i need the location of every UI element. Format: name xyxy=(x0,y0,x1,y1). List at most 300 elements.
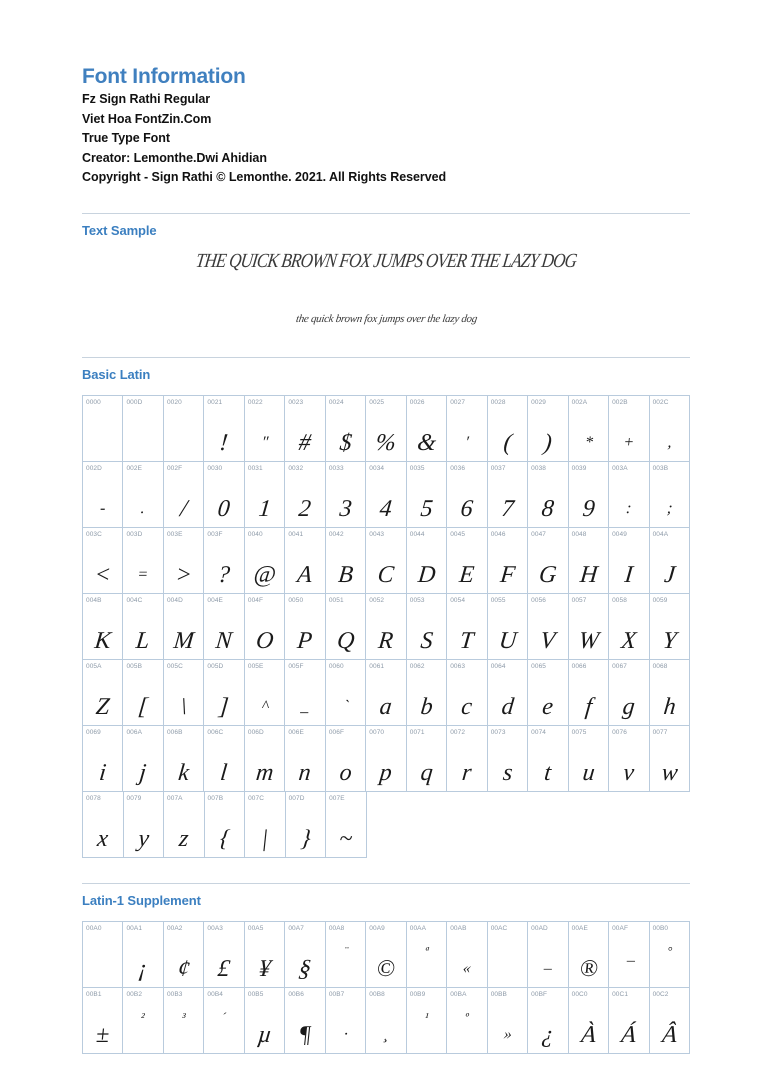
glyph-character: ¿ xyxy=(540,1021,556,1048)
glyph-codepoint-label: 004E xyxy=(207,596,223,604)
text-sample-uppercase: THE QUICK BROWN FOX JUMPS OVER THE LAZY DOG xyxy=(194,248,578,272)
glyph-cell-0042[interactable] xyxy=(326,528,366,594)
glyph-cell-005B[interactable] xyxy=(123,660,163,726)
glyph-codepoint-label: 0032 xyxy=(288,464,304,472)
glyph-cell-004C[interactable] xyxy=(123,594,163,660)
glyph-cell-0030[interactable] xyxy=(204,462,244,528)
glyph-codepoint-label: 005A xyxy=(86,662,102,670)
glyph-cell-00B3[interactable] xyxy=(164,988,204,1054)
glyph-cell-0052[interactable] xyxy=(366,594,406,660)
glyph-cell-0061[interactable] xyxy=(366,660,406,726)
glyph-cell-00C2[interactable] xyxy=(650,988,690,1054)
glyph-cell-006F[interactable] xyxy=(326,726,366,792)
glyph-character: µ xyxy=(256,1021,273,1048)
glyph-codepoint-label: 005C xyxy=(166,662,183,670)
glyph-character: u xyxy=(580,759,596,786)
glyph-codepoint-label: 0044 xyxy=(409,530,425,538)
glyph-codepoint-label: 002A xyxy=(571,398,588,406)
text-sample-lowercase-wrap xyxy=(82,309,690,327)
glyph-character: º xyxy=(464,1009,470,1024)
glyph-character: © xyxy=(375,955,397,982)
glyph-character: w xyxy=(659,759,679,786)
glyph-codepoint-label: 0051 xyxy=(328,596,344,604)
glyph-codepoint-label: 0054 xyxy=(450,596,466,604)
glyph-codepoint-label: 0059 xyxy=(652,596,668,604)
glyph-cell-003E[interactable] xyxy=(164,528,204,594)
glyph-cell-006C[interactable] xyxy=(204,726,244,792)
glyph-cell-0078[interactable] xyxy=(83,792,124,858)
glyph-cell-0053[interactable] xyxy=(407,594,447,660)
glyph-character: / xyxy=(178,495,189,522)
glyph-cell-00AA[interactable] xyxy=(407,922,447,988)
glyph-cell-00A5[interactable] xyxy=(245,922,285,988)
glyph-character: 6 xyxy=(459,495,475,522)
glyph-cell-00AD[interactable] xyxy=(528,922,568,988)
glyph-cell-0062[interactable] xyxy=(407,660,447,726)
glyph-codepoint-label: 0025 xyxy=(369,398,385,406)
glyph-cell-004E[interactable] xyxy=(204,594,244,660)
glyph-character: d xyxy=(500,693,515,720)
glyph-character: V xyxy=(539,627,557,654)
glyph-character: 4 xyxy=(378,495,394,522)
glyph-cell-0021[interactable] xyxy=(204,396,244,462)
glyph-cell-005F[interactable] xyxy=(285,660,325,726)
glyph-character: f xyxy=(583,693,594,720)
glyph-codepoint-label: 0077 xyxy=(652,728,668,736)
glyph-codepoint-label: 00AD xyxy=(531,924,548,932)
glyph-cell-004B[interactable] xyxy=(83,594,123,660)
font-source-line: Viet Hoa FontZin.Com xyxy=(82,111,212,126)
glyph-cell-0066[interactable] xyxy=(569,660,609,726)
glyph-character: + xyxy=(622,433,636,451)
glyph-cell-00B8[interactable] xyxy=(366,988,406,1054)
glyph-cell-004A[interactable] xyxy=(650,528,690,594)
glyph-character: W xyxy=(576,627,600,654)
glyph-cell-0069[interactable] xyxy=(83,726,123,792)
glyph-codepoint-label: 00C2 xyxy=(652,990,669,998)
glyph-character: O xyxy=(254,627,275,654)
text-sample-uppercase-wrap xyxy=(82,248,690,272)
glyph-cell-003C[interactable] xyxy=(83,528,123,594)
glyph-cell-0044[interactable] xyxy=(407,528,447,594)
glyph-character: N xyxy=(214,627,234,654)
font-creator-line: Creator: Lemonthe.Dwi Ahidian xyxy=(82,150,267,165)
glyph-character: ~ xyxy=(337,825,354,852)
glyph-cell-0064[interactable] xyxy=(488,660,528,726)
glyph-cell-00AF[interactable] xyxy=(609,922,649,988)
glyph-cell-007A[interactable] xyxy=(164,792,205,858)
glyph-grid-basic-latin xyxy=(82,395,690,858)
glyph-cell-0077[interactable] xyxy=(650,726,690,792)
glyph-character: A xyxy=(296,561,314,588)
glyph-codepoint-label: 0031 xyxy=(247,464,263,472)
glyph-cell-0049[interactable] xyxy=(609,528,649,594)
glyph-codepoint-label: 0039 xyxy=(571,464,587,472)
glyph-cell-0031[interactable] xyxy=(245,462,285,528)
glyph-character: ^ xyxy=(260,697,269,715)
glyph-character: x xyxy=(96,825,110,852)
glyph-cell-005A[interactable] xyxy=(83,660,123,726)
glyph-character: k xyxy=(176,759,191,786)
glyph-cell-007E[interactable] xyxy=(326,792,367,858)
glyph-cell-0056[interactable] xyxy=(528,594,568,660)
glyph-character: ] xyxy=(218,693,231,720)
glyph-character: ² xyxy=(140,1009,146,1024)
glyph-cell-0067[interactable] xyxy=(609,660,649,726)
glyph-codepoint-label: 00BA xyxy=(450,990,467,998)
glyph-codepoint-label: 0045 xyxy=(450,530,466,538)
glyph-row xyxy=(83,988,690,1054)
glyph-cell-0070[interactable] xyxy=(366,726,406,792)
glyph-cell-0059[interactable] xyxy=(650,594,690,660)
glyph-codepoint-label: 0022 xyxy=(247,398,263,406)
glyph-character: e xyxy=(541,693,555,720)
glyph-codepoint-label: 0042 xyxy=(328,530,344,538)
glyph-character: ª xyxy=(424,943,429,958)
glyph-cell-0046[interactable] xyxy=(488,528,528,594)
glyph-codepoint-label: 006C xyxy=(207,728,224,736)
glyph-character: 3 xyxy=(338,495,353,522)
glyph-character: h xyxy=(661,693,677,720)
glyph-character: > xyxy=(174,561,194,588)
glyph-cell-0024[interactable] xyxy=(326,396,366,462)
glyph-codepoint-label: 0038 xyxy=(531,464,547,472)
glyph-cell-00BB[interactable] xyxy=(488,988,528,1054)
glyph-cell-003B[interactable] xyxy=(650,462,690,528)
glyph-codepoint-label: 0078 xyxy=(86,794,101,802)
glyph-codepoint-label: 004D xyxy=(166,596,183,604)
glyph-cell-0020[interactable] xyxy=(164,396,204,462)
glyph-character: U xyxy=(497,627,518,654)
glyph-codepoint-label: 0048 xyxy=(571,530,587,538)
glyph-cell-0043[interactable] xyxy=(366,528,406,594)
glyph-codepoint-label: 0021 xyxy=(207,398,223,406)
glyph-codepoint-label: 006D xyxy=(247,728,264,736)
section-heading-latin1-supplement: Latin-1 Supplement xyxy=(82,892,201,908)
glyph-character: R xyxy=(377,627,395,654)
glyph-cell-0050[interactable] xyxy=(285,594,325,660)
glyph-character: = xyxy=(136,565,150,583)
font-type-line: True Type Font xyxy=(82,131,170,145)
glyph-cell-0079[interactable] xyxy=(124,792,165,858)
glyph-cell-0058[interactable] xyxy=(609,594,649,660)
glyph-cell-0047[interactable] xyxy=(528,528,568,594)
glyph-cell-00C0[interactable] xyxy=(569,988,609,1054)
glyph-codepoint-label: 006F xyxy=(328,728,345,736)
glyph-cell-00BA[interactable] xyxy=(447,988,487,1054)
glyph-codepoint-label: 0067 xyxy=(612,662,627,670)
glyph-character: y xyxy=(136,825,150,852)
glyph-cell-00C1[interactable] xyxy=(609,988,649,1054)
glyph-character: G xyxy=(537,561,558,588)
glyph-cell-0028[interactable] xyxy=(488,396,528,462)
glyph-codepoint-label: 00B1 xyxy=(86,990,102,998)
glyph-codepoint-label: 003C xyxy=(86,530,102,538)
glyph-cell-00AE[interactable] xyxy=(569,922,609,988)
glyph-codepoint-label: 0073 xyxy=(490,728,506,736)
glyph-codepoint-label: 0070 xyxy=(369,728,385,736)
glyph-character: 5 xyxy=(419,495,434,522)
glyph-character: ! xyxy=(218,429,230,456)
glyph-cell-0071[interactable] xyxy=(407,726,447,792)
glyph-codepoint-label: 0036 xyxy=(450,464,466,472)
glyph-cell-0033[interactable] xyxy=(326,462,366,528)
glyph-cell-0063[interactable] xyxy=(447,660,487,726)
glyph-cell-00A9[interactable] xyxy=(366,922,406,988)
glyph-codepoint-label: 0071 xyxy=(409,728,425,736)
glyph-codepoint-label: 0027 xyxy=(450,398,466,406)
glyph-cell-003D[interactable] xyxy=(123,528,163,594)
glyph-character: } xyxy=(299,825,312,852)
glyph-cell-00A7[interactable] xyxy=(285,922,325,988)
glyph-cell-0068[interactable] xyxy=(650,660,690,726)
font-copyright-line: Copyright - Sign Rathi © Lemonthe. 2021. All Rights Reserved xyxy=(82,170,447,184)
glyph-cell-0038[interactable] xyxy=(528,462,568,528)
glyph-cell-0057[interactable] xyxy=(569,594,609,660)
glyph-codepoint-label: 00AB xyxy=(450,924,467,932)
glyph-codepoint-label: 00B0 xyxy=(652,924,669,932)
glyph-codepoint-label: 00B3 xyxy=(166,990,183,998)
glyph-cell-004D[interactable] xyxy=(164,594,204,660)
glyph-character: B xyxy=(336,561,355,588)
glyph-cell-000D[interactable] xyxy=(123,396,163,462)
glyph-cell-0073[interactable] xyxy=(488,726,528,792)
glyph-codepoint-label: 003A xyxy=(612,464,628,472)
glyph-codepoint-label: 00A9 xyxy=(369,924,385,932)
page-title: Font Information xyxy=(82,65,246,88)
glyph-cell-0032[interactable] xyxy=(285,462,325,528)
document-content xyxy=(82,0,690,1054)
glyph-codepoint-label: 0055 xyxy=(490,596,506,604)
glyph-codepoint-label: 0076 xyxy=(612,728,627,736)
glyph-cell-002F[interactable] xyxy=(164,462,204,528)
glyph-cell-005C[interactable] xyxy=(164,660,204,726)
glyph-character: " xyxy=(260,433,269,451)
glyph-character: T xyxy=(458,627,475,654)
glyph-cell-003F[interactable] xyxy=(204,528,244,594)
glyph-cell-0039[interactable] xyxy=(569,462,609,528)
glyph-character: Y xyxy=(661,627,678,654)
glyph-character: Z xyxy=(94,693,111,720)
glyph-cell-00AB[interactable] xyxy=(447,922,487,988)
glyph-cell-0048[interactable] xyxy=(569,528,609,594)
glyph-codepoint-label: 0030 xyxy=(207,464,223,472)
glyph-character: t xyxy=(543,759,553,786)
glyph-character: @ xyxy=(252,561,278,588)
glyph-character: £ xyxy=(216,955,232,982)
glyph-codepoint-label: 004C xyxy=(126,596,143,604)
glyph-cell-00B0[interactable] xyxy=(650,922,690,988)
glyph-cell-0025[interactable] xyxy=(366,396,406,462)
glyph-cell-0034[interactable] xyxy=(366,462,406,528)
glyph-character: · xyxy=(342,1025,349,1043)
text-sample-lowercase: the quick brown fox jumps over the lazy dog xyxy=(294,312,478,325)
glyph-cell-0000[interactable] xyxy=(83,396,123,462)
glyph-character: i xyxy=(98,759,108,786)
glyph-cell-005D[interactable] xyxy=(204,660,244,726)
glyph-cell-0074[interactable] xyxy=(528,726,568,792)
glyph-codepoint-label: 00AF xyxy=(612,924,629,932)
glyph-cell-00B5[interactable] xyxy=(245,988,285,1054)
glyph-character: l xyxy=(219,759,229,786)
glyph-character: [ xyxy=(137,693,150,720)
glyph-character: ¸ xyxy=(382,1025,390,1043)
glyph-codepoint-label: 00AA xyxy=(409,924,427,932)
glyph-cell-007C[interactable] xyxy=(245,792,286,858)
glyph-character: : xyxy=(625,499,633,517)
glyph-cell-003A[interactable] xyxy=(609,462,649,528)
glyph-cell-002C[interactable] xyxy=(650,396,690,462)
glyph-cell-007B[interactable] xyxy=(205,792,246,858)
glyph-cell-0029[interactable] xyxy=(528,396,568,462)
glyph-codepoint-label: 00B8 xyxy=(369,990,385,998)
glyph-cell-0026[interactable] xyxy=(407,396,447,462)
glyph-cell-00B6[interactable] xyxy=(285,988,325,1054)
glyph-cell-00B1[interactable] xyxy=(83,988,123,1054)
glyph-codepoint-label: 00AC xyxy=(490,924,508,932)
glyph-codepoint-label: 00A0 xyxy=(86,924,102,932)
glyph-character: 9 xyxy=(580,495,596,522)
glyph-character: 2 xyxy=(297,495,313,522)
glyph-character: – xyxy=(543,959,553,977)
glyph-cell-0075[interactable] xyxy=(569,726,609,792)
glyph-row xyxy=(83,922,690,988)
glyph-cell-0040[interactable] xyxy=(245,528,285,594)
glyph-cell-0035[interactable] xyxy=(407,462,447,528)
glyph-codepoint-label: 0057 xyxy=(571,596,587,604)
glyph-cell-0036[interactable] xyxy=(447,462,487,528)
glyph-cell-006B[interactable] xyxy=(164,726,204,792)
glyph-cell-00B2[interactable] xyxy=(123,988,163,1054)
section-heading-text-sample: Text Sample xyxy=(82,222,157,238)
glyph-cell-0065[interactable] xyxy=(528,660,568,726)
glyph-cell-00B7[interactable] xyxy=(326,988,366,1054)
glyph-cell-0023[interactable] xyxy=(285,396,325,462)
glyph-character: ¢ xyxy=(176,955,192,982)
glyph-codepoint-label: 002F xyxy=(166,464,183,472)
glyph-cell-00A0[interactable] xyxy=(83,922,123,988)
glyph-cell-006E[interactable] xyxy=(285,726,325,792)
glyph-character: ? xyxy=(216,561,232,588)
glyph-cell-0060[interactable] xyxy=(326,660,366,726)
glyph-codepoint-label: 000D xyxy=(126,398,143,406)
glyph-cell-0045[interactable] xyxy=(447,528,487,594)
glyph-character: v xyxy=(622,759,636,786)
glyph-codepoint-label: 0035 xyxy=(409,464,425,472)
glyph-character: I xyxy=(623,561,635,588)
glyph-codepoint-label: 0066 xyxy=(571,662,587,670)
glyph-cell-00B4[interactable] xyxy=(204,988,244,1054)
glyph-character: « xyxy=(462,959,472,977)
glyph-codepoint-label: 0050 xyxy=(288,596,304,604)
glyph-cell-0027[interactable] xyxy=(447,396,487,462)
glyph-cell-007D[interactable] xyxy=(286,792,327,858)
glyph-character: n xyxy=(297,759,313,786)
glyph-character: J xyxy=(662,561,676,588)
glyph-codepoint-label: 0068 xyxy=(652,662,668,670)
glyph-character: , xyxy=(666,433,673,451)
glyph-cell-00A1[interactable] xyxy=(123,922,163,988)
glyph-character: . xyxy=(140,499,147,517)
glyph-codepoint-label: 00A3 xyxy=(207,924,223,932)
glyph-character: * xyxy=(583,433,594,451)
glyph-codepoint-label: 0046 xyxy=(490,530,506,538)
glyph-cell-006A[interactable] xyxy=(123,726,163,792)
glyph-cell-0072[interactable] xyxy=(447,726,487,792)
glyph-character: ( xyxy=(502,429,513,456)
glyph-character: < xyxy=(93,561,113,588)
glyph-codepoint-label: 007A xyxy=(167,794,183,802)
glyph-cell-0055[interactable] xyxy=(488,594,528,660)
glyph-cell-0054[interactable] xyxy=(447,594,487,660)
glyph-character: ° xyxy=(666,943,673,958)
glyph-character: 8 xyxy=(540,495,556,522)
glyph-cell-00A3[interactable] xyxy=(204,922,244,988)
glyph-codepoint-label: 00B6 xyxy=(288,990,304,998)
glyph-codepoint-label: 0079 xyxy=(126,794,142,802)
glyph-cell-002D[interactable] xyxy=(83,462,123,528)
glyph-cell-00A8[interactable] xyxy=(326,922,366,988)
glyph-character: ; xyxy=(665,499,673,517)
glyph-character: § xyxy=(297,955,313,982)
glyph-character: H xyxy=(578,561,599,588)
glyph-codepoint-label: 0058 xyxy=(612,596,627,604)
glyph-cell-002E[interactable] xyxy=(123,462,163,528)
glyph-codepoint-label: 00A2 xyxy=(166,924,183,932)
glyph-codepoint-label: 002C xyxy=(652,398,669,406)
glyph-cell-00B9[interactable] xyxy=(407,988,447,1054)
glyph-codepoint-label: 0052 xyxy=(369,596,385,604)
glyph-character: X xyxy=(620,627,638,654)
glyph-cell-00BF[interactable] xyxy=(528,988,568,1054)
glyph-cell-0022[interactable] xyxy=(245,396,285,462)
glyph-row xyxy=(83,462,690,528)
glyph-character: ¨ xyxy=(342,943,349,958)
section-heading-basic-latin: Basic Latin xyxy=(82,366,151,382)
glyph-cell-002B[interactable] xyxy=(609,396,649,462)
glyph-codepoint-label: 00BB xyxy=(490,990,507,998)
glyph-cell-002A[interactable] xyxy=(569,396,609,462)
glyph-cell-00AC[interactable] xyxy=(488,922,528,988)
glyph-cell-0041[interactable] xyxy=(285,528,325,594)
glyph-character: E xyxy=(458,561,476,588)
glyph-character: p xyxy=(378,759,394,786)
glyph-codepoint-label: 0065 xyxy=(531,662,547,670)
glyph-codepoint-label: 0075 xyxy=(571,728,587,736)
glyph-cell-0076[interactable] xyxy=(609,726,649,792)
glyph-character: 7 xyxy=(500,495,515,522)
glyph-character: a xyxy=(378,693,394,720)
glyph-codepoint-label: 007C xyxy=(248,794,265,802)
glyph-character: $ xyxy=(338,429,353,456)
glyph-character: ³ xyxy=(181,1009,187,1024)
glyph-cell-0051[interactable] xyxy=(326,594,366,660)
glyph-character: ´ xyxy=(221,1009,227,1024)
glyph-codepoint-label: 0064 xyxy=(490,662,506,670)
glyph-character: P xyxy=(296,627,314,654)
glyph-cell-00A2[interactable] xyxy=(164,922,204,988)
glyph-codepoint-label: 0063 xyxy=(450,662,466,670)
glyph-cell-004F[interactable] xyxy=(245,594,285,660)
glyph-codepoint-label: 00B2 xyxy=(126,990,143,998)
glyph-codepoint-label: 0043 xyxy=(369,530,385,538)
glyph-cell-0037[interactable] xyxy=(488,462,528,528)
glyph-cell-006D[interactable] xyxy=(245,726,285,792)
glyph-character: & xyxy=(415,429,438,456)
glyph-row xyxy=(83,660,690,726)
glyph-cell-005E[interactable] xyxy=(245,660,285,726)
glyph-codepoint-label: 00A5 xyxy=(247,924,264,932)
